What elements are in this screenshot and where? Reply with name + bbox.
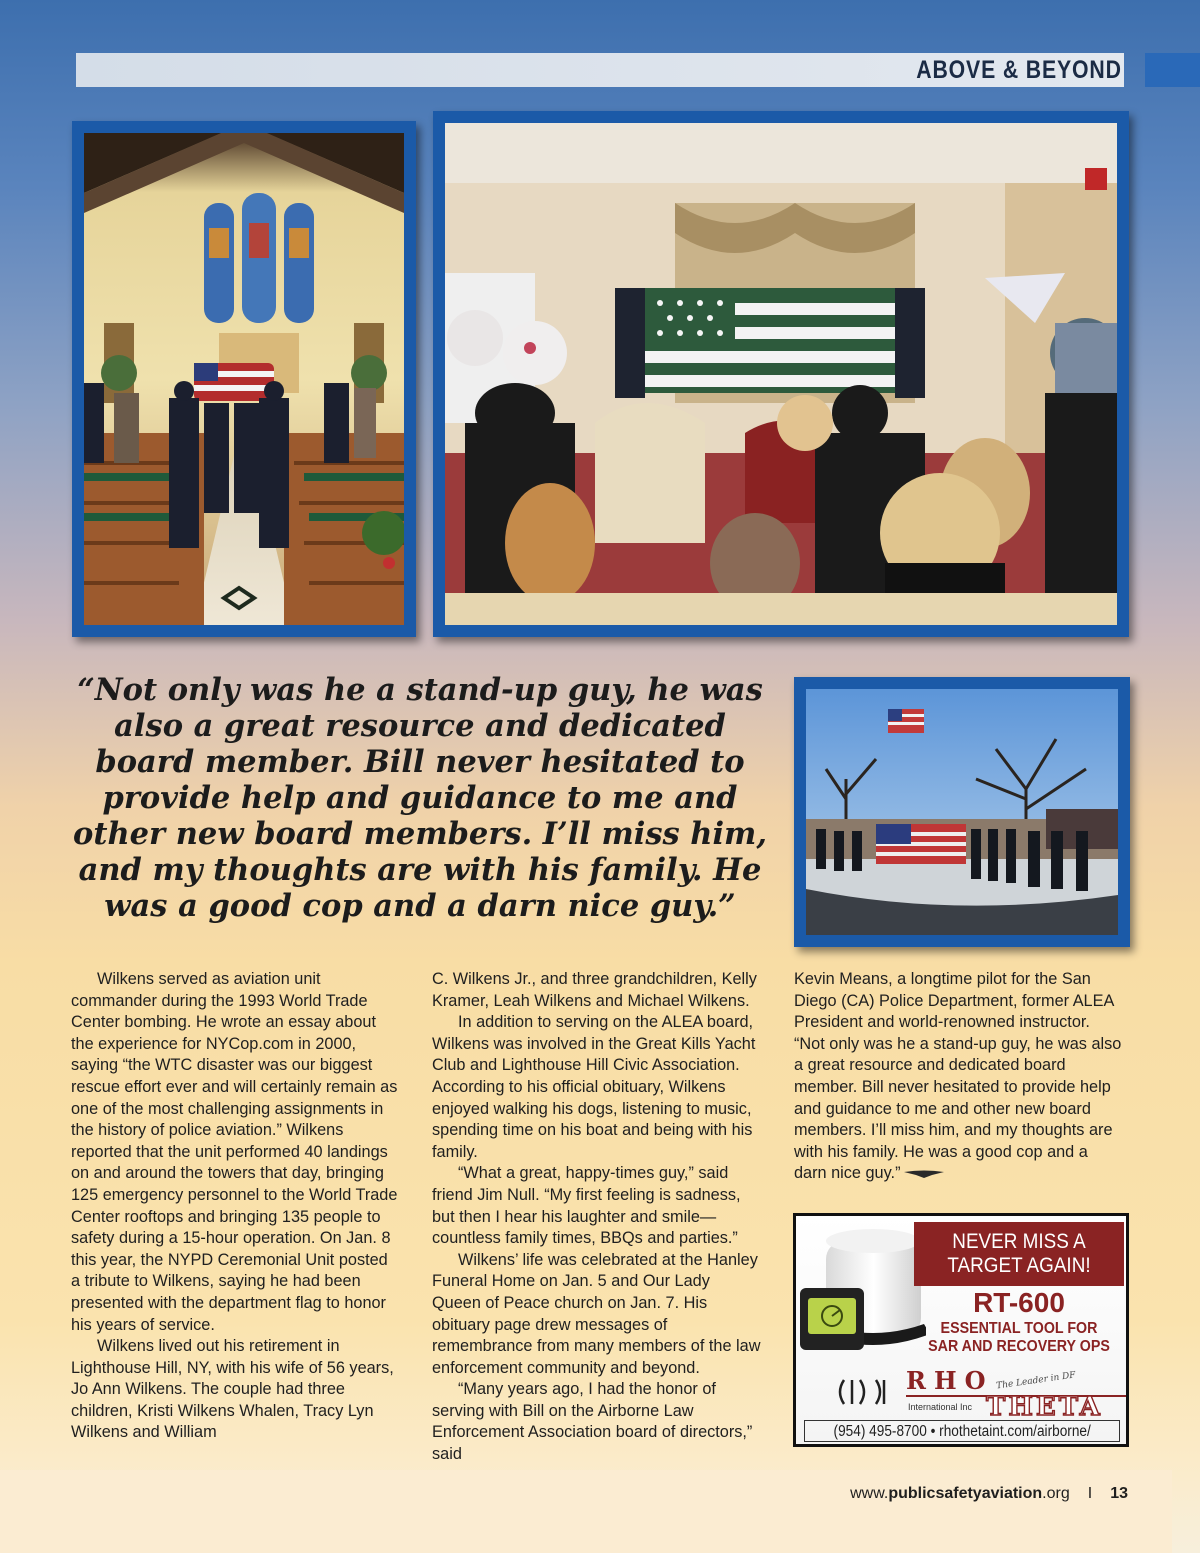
article-paragraph: “Many years ago, I had the honor of serving with Bill on the Airborne Law Enforcement Association board of directors,” said [432, 1380, 753, 1464]
article-paragraph: In addition to serving on the ALEA board, Wilkens was involved in the Great Kills Yacht Club and Lighthouse Hill Civic Association. According to his official obituary, Wilkens enjoyed walking his dogs, listening to music, spending time on his boat and being with his family. [432, 1013, 756, 1161]
footer-url-prefix: www. [850, 1485, 889, 1502]
article-column-3 [794, 969, 1124, 1185]
article-paragraph: “What a great, happy-times guy,” said friend Jim Null. “My first feeling is sadness, but then I hear his laughter and smile—countless family times, BBQs and parties.” [432, 1164, 741, 1248]
article-column-1 [71, 969, 401, 1444]
ad-headline-line2: TARGET AGAIN! [947, 1254, 1091, 1277]
photo-funeral-home-flag [433, 111, 1129, 637]
ad-contact-text[interactable]: (954) 495-8700 • rhothetaint.com/airborne/ [833, 1423, 1091, 1440]
article-column-2 [432, 969, 762, 1466]
rt600-advertisement[interactable] [793, 1213, 1129, 1447]
page-footer [850, 1485, 1128, 1503]
church-procession-image [84, 133, 404, 625]
section-title: ABOVE & BEYOND [916, 56, 1122, 84]
footer-band [0, 1470, 1172, 1553]
section-header-band [76, 53, 1124, 87]
flag-ceremony-image [806, 689, 1118, 935]
article-paragraph: Wilkens served as aviation unit commander during the 1993 World Trade Center bombing. He wrote an essay about the experience for NYCop.com in 2000, saying “the WTC disaster was our biggest rescue effort ever and will certainly remain as one of the most challenging assignments in the history of police aviation.” Wilkens reported that the unit performed 40 landings on and around the towers that day, bringing 125 emergency personnel to the World Trade Center rooftops and bringing 135 people to safety during a 15-hour operation. On Jan. 8 this year, the NYPD Ceremonial Unit posted a tribute to Wilkens, saying he had been presented with the department flag to honor his years of service. [71, 970, 398, 1334]
photo-church-procession [72, 121, 416, 637]
ad-brand-subtitle: International Inc [908, 1402, 973, 1412]
ad-contact-info[interactable] [804, 1420, 1120, 1442]
ad-brand-theta: THETA [986, 1392, 1103, 1422]
funeral-home-flag-image [445, 123, 1117, 625]
wings-end-mark-icon [904, 1169, 944, 1179]
ad-tagline [922, 1320, 1115, 1356]
rt600-device-icon [796, 1216, 926, 1361]
ad-headline-line1: NEVER MISS A [952, 1230, 1086, 1253]
article-paragraph: C. Wilkens Jr., and three grandchildren, Kelly Kramer, Leah Wilkens and Michael Wilkens. [432, 970, 757, 1010]
ad-brand-rho: RHO [906, 1366, 994, 1395]
ad-tagline-line2: SAR AND RECOVERY OPS [928, 1338, 1110, 1355]
footer-separator: I [1087, 1485, 1093, 1502]
ad-brand-slogan: The Leader in DF [995, 1370, 1077, 1392]
ad-model-name: RT-600 [973, 1287, 1065, 1318]
article-paragraph: Wilkens’ life was celebrated at the Hanley Funeral Home on Jan. 5 and Our Lady Queen of Peace church on Jan. 7. His obituary page drew messages of remembrance from many members of the law enforcement community and beyond. [432, 1250, 761, 1377]
header-accent-block [1145, 53, 1200, 87]
article-final-text: Kevin Means, a longtime pilot for the San Diego (CA) Police Department, former ALEA President and world-renowned instructor. “Not only was he a stand-up guy, he was also a great resource and dedicated board member. Bill never hesitated to provide help and guidance to me and other new board members. I’ll miss him, and my thoughts are with his family. He was a good cop and a darn nice guy.” [794, 970, 1122, 1183]
ad-headline-banner [914, 1222, 1124, 1286]
pull-quote: “Not only was he a stand-up guy, he was also a great resource and dedicated board member. Bill never hesitated to provide help and guidance to me and other new board members. I’ll miss him, and my thoughts are with his family. He was a good cop and a darn nice guy.” [73, 672, 767, 924]
footer-url[interactable] [850, 1485, 1070, 1502]
ad-tagline-line1: ESSENTIAL TOOL FOR [940, 1320, 1098, 1337]
article-paragraph: Wilkens lived out his retirement in Lighthouse Hill, NY, with his wife of 56 years, Jo Ann Wilkens. The couple had three children, Kristi Wilkens Whalen, Tracy Lyn Wilkens and William [71, 1337, 394, 1442]
photo-flag-ceremony-outdoor [794, 677, 1130, 947]
page-number: 13 [1110, 1485, 1128, 1502]
footer-url-suffix: .org [1042, 1485, 1070, 1502]
article-paragraph-final [794, 969, 1124, 1185]
footer-url-domain: publicsafetyaviation [888, 1485, 1043, 1502]
